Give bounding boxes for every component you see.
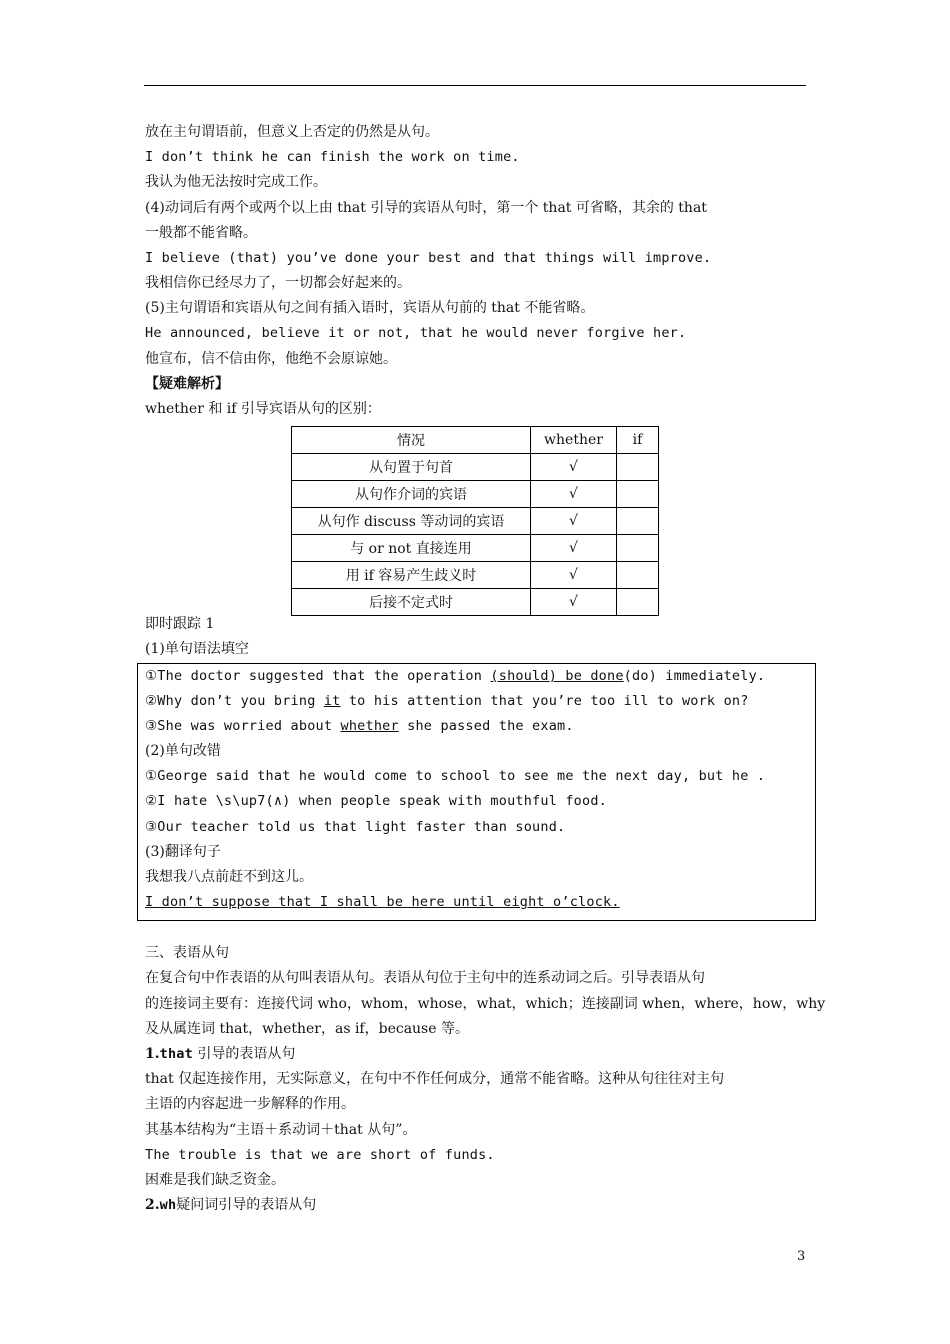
table-cell bbox=[617, 562, 659, 589]
answer: it bbox=[323, 693, 341, 709]
table-row bbox=[292, 562, 659, 589]
table-row bbox=[292, 481, 659, 508]
table-row bbox=[292, 589, 659, 616]
subsection-heading: 2.wh疑问词引导的表语从句 bbox=[145, 1197, 317, 1213]
section-title: 三、表语从句 bbox=[145, 945, 229, 961]
practice-subheading: (2)单句改错 bbox=[145, 743, 221, 759]
practice-heading: 即时跟踪 1 bbox=[145, 616, 215, 632]
check-cell: √ bbox=[531, 589, 617, 616]
text-line: 放在主句谓语前，但意义上否定的仍然是从句。 bbox=[145, 124, 439, 140]
paragraph-line: 及从属连词 that，whether，as if，because 等。 bbox=[145, 1021, 469, 1037]
paragraph-line: 主语的内容起进一步解释的作用。 bbox=[145, 1096, 355, 1112]
example-sentence: He announced, believe it or not, that he would never forgive her. bbox=[145, 325, 687, 341]
subsection-heading: 1.that 引导的表语从句 bbox=[145, 1046, 296, 1062]
table-row bbox=[292, 454, 659, 481]
check-cell: √ bbox=[531, 481, 617, 508]
correction-question-3: ③Our teacher told us that light faster than sound. bbox=[145, 819, 566, 835]
text-line: 一般都不能省略。 bbox=[145, 225, 257, 241]
check-cell: √ bbox=[531, 535, 617, 562]
fill-question-1: ①The doctor suggested that the operation (should) be done(do) immediately. bbox=[145, 668, 766, 684]
rule-5: (5)主句谓语和宾语从句之间有插入语时，宾语从句前的 that 不能省略。 bbox=[145, 300, 595, 316]
table-header: 情况 bbox=[292, 427, 531, 454]
table-cell bbox=[617, 589, 659, 616]
translation-answer: I don’t suppose that I shall be here until eight o’clock. bbox=[145, 894, 620, 910]
translation-question: 我想我八点前赶不到这儿。 bbox=[145, 869, 313, 885]
check-cell: √ bbox=[531, 562, 617, 589]
table-cell bbox=[617, 481, 659, 508]
answer: (should) be done bbox=[490, 668, 624, 684]
table-cell: 用 if 容易产生歧义时 bbox=[292, 562, 531, 589]
table-cell: 从句置于句首 bbox=[292, 454, 531, 481]
paragraph-line: that 仅起连接作用，无实际意义，在句中不作任何成分，通常不能省略。这种从句往往对主句 bbox=[145, 1071, 725, 1087]
header-rule bbox=[144, 85, 806, 86]
section-heading: 【疑难解析】 bbox=[145, 376, 229, 392]
translation-line: 我相信你已经尽力了，一切都会好起来的。 bbox=[145, 275, 411, 291]
check-cell: √ bbox=[531, 454, 617, 481]
fill-question-3: ③She was worried about whether she passed the exam. bbox=[145, 718, 574, 734]
translation-line: 我认为他无法按时完成工作。 bbox=[145, 174, 327, 190]
correction-question-1: ①George said that he would come to school to see me the next day, but he . bbox=[145, 768, 766, 784]
comparison-table bbox=[291, 426, 659, 616]
example-sentence: The trouble is that we are short of funds. bbox=[145, 1147, 495, 1163]
table-row bbox=[292, 508, 659, 535]
table-header: whether bbox=[531, 427, 617, 454]
table-cell: 后接不定式时 bbox=[292, 589, 531, 616]
answer: whether bbox=[340, 718, 399, 734]
paragraph-line: 在复合句中作表语的从句叫表语从句。表语从句位于主句中的连系动词之后。引导表语从句 bbox=[145, 970, 705, 986]
paragraph-line: 的连接词主要有：连接代词 who，whom，whose，what，which；连接副词 when，where，how，why bbox=[145, 996, 826, 1012]
rule-4: (4)动词后有两个或两个以上由 that 引导的宾语从句时，第一个 that 可省略，其余的 that bbox=[145, 200, 707, 216]
fill-question-2: ②Why don’t you bring it to his attention that you’re too ill to work on? bbox=[145, 693, 749, 709]
table-header: if bbox=[617, 427, 659, 454]
page-number: 3 bbox=[797, 1249, 806, 1264]
table-caption: whether 和 if 引导宾语从句的区别： bbox=[145, 401, 381, 417]
table-cell: 与 or not 直接连用 bbox=[292, 535, 531, 562]
table-row bbox=[292, 535, 659, 562]
table-cell: 从句作 discuss 等动词的宾语 bbox=[292, 508, 531, 535]
example-sentence: I believe (that) you’ve done your best and that things will improve. bbox=[145, 250, 712, 266]
table-cell bbox=[617, 454, 659, 481]
table-cell bbox=[617, 535, 659, 562]
example-sentence: I don’t think he can finish the work on time. bbox=[145, 149, 520, 165]
table-cell bbox=[617, 508, 659, 535]
table-header-row bbox=[292, 427, 659, 454]
practice-subheading: (3)翻译句子 bbox=[145, 844, 221, 860]
translation-line: 困难是我们缺乏资金。 bbox=[145, 1172, 285, 1188]
translation-line: 他宣布，信不信由你，他绝不会原谅她。 bbox=[145, 351, 397, 367]
practice-subheading: (1)单句语法填空 bbox=[145, 641, 249, 657]
check-cell: √ bbox=[531, 508, 617, 535]
table-cell: 从句作介词的宾语 bbox=[292, 481, 531, 508]
paragraph-line: 其基本结构为“主语＋系动词＋that 从句”。 bbox=[145, 1122, 417, 1138]
correction-question-2: ②I hate \s\up7(∧) when people speak with mouthful food. bbox=[145, 793, 607, 809]
